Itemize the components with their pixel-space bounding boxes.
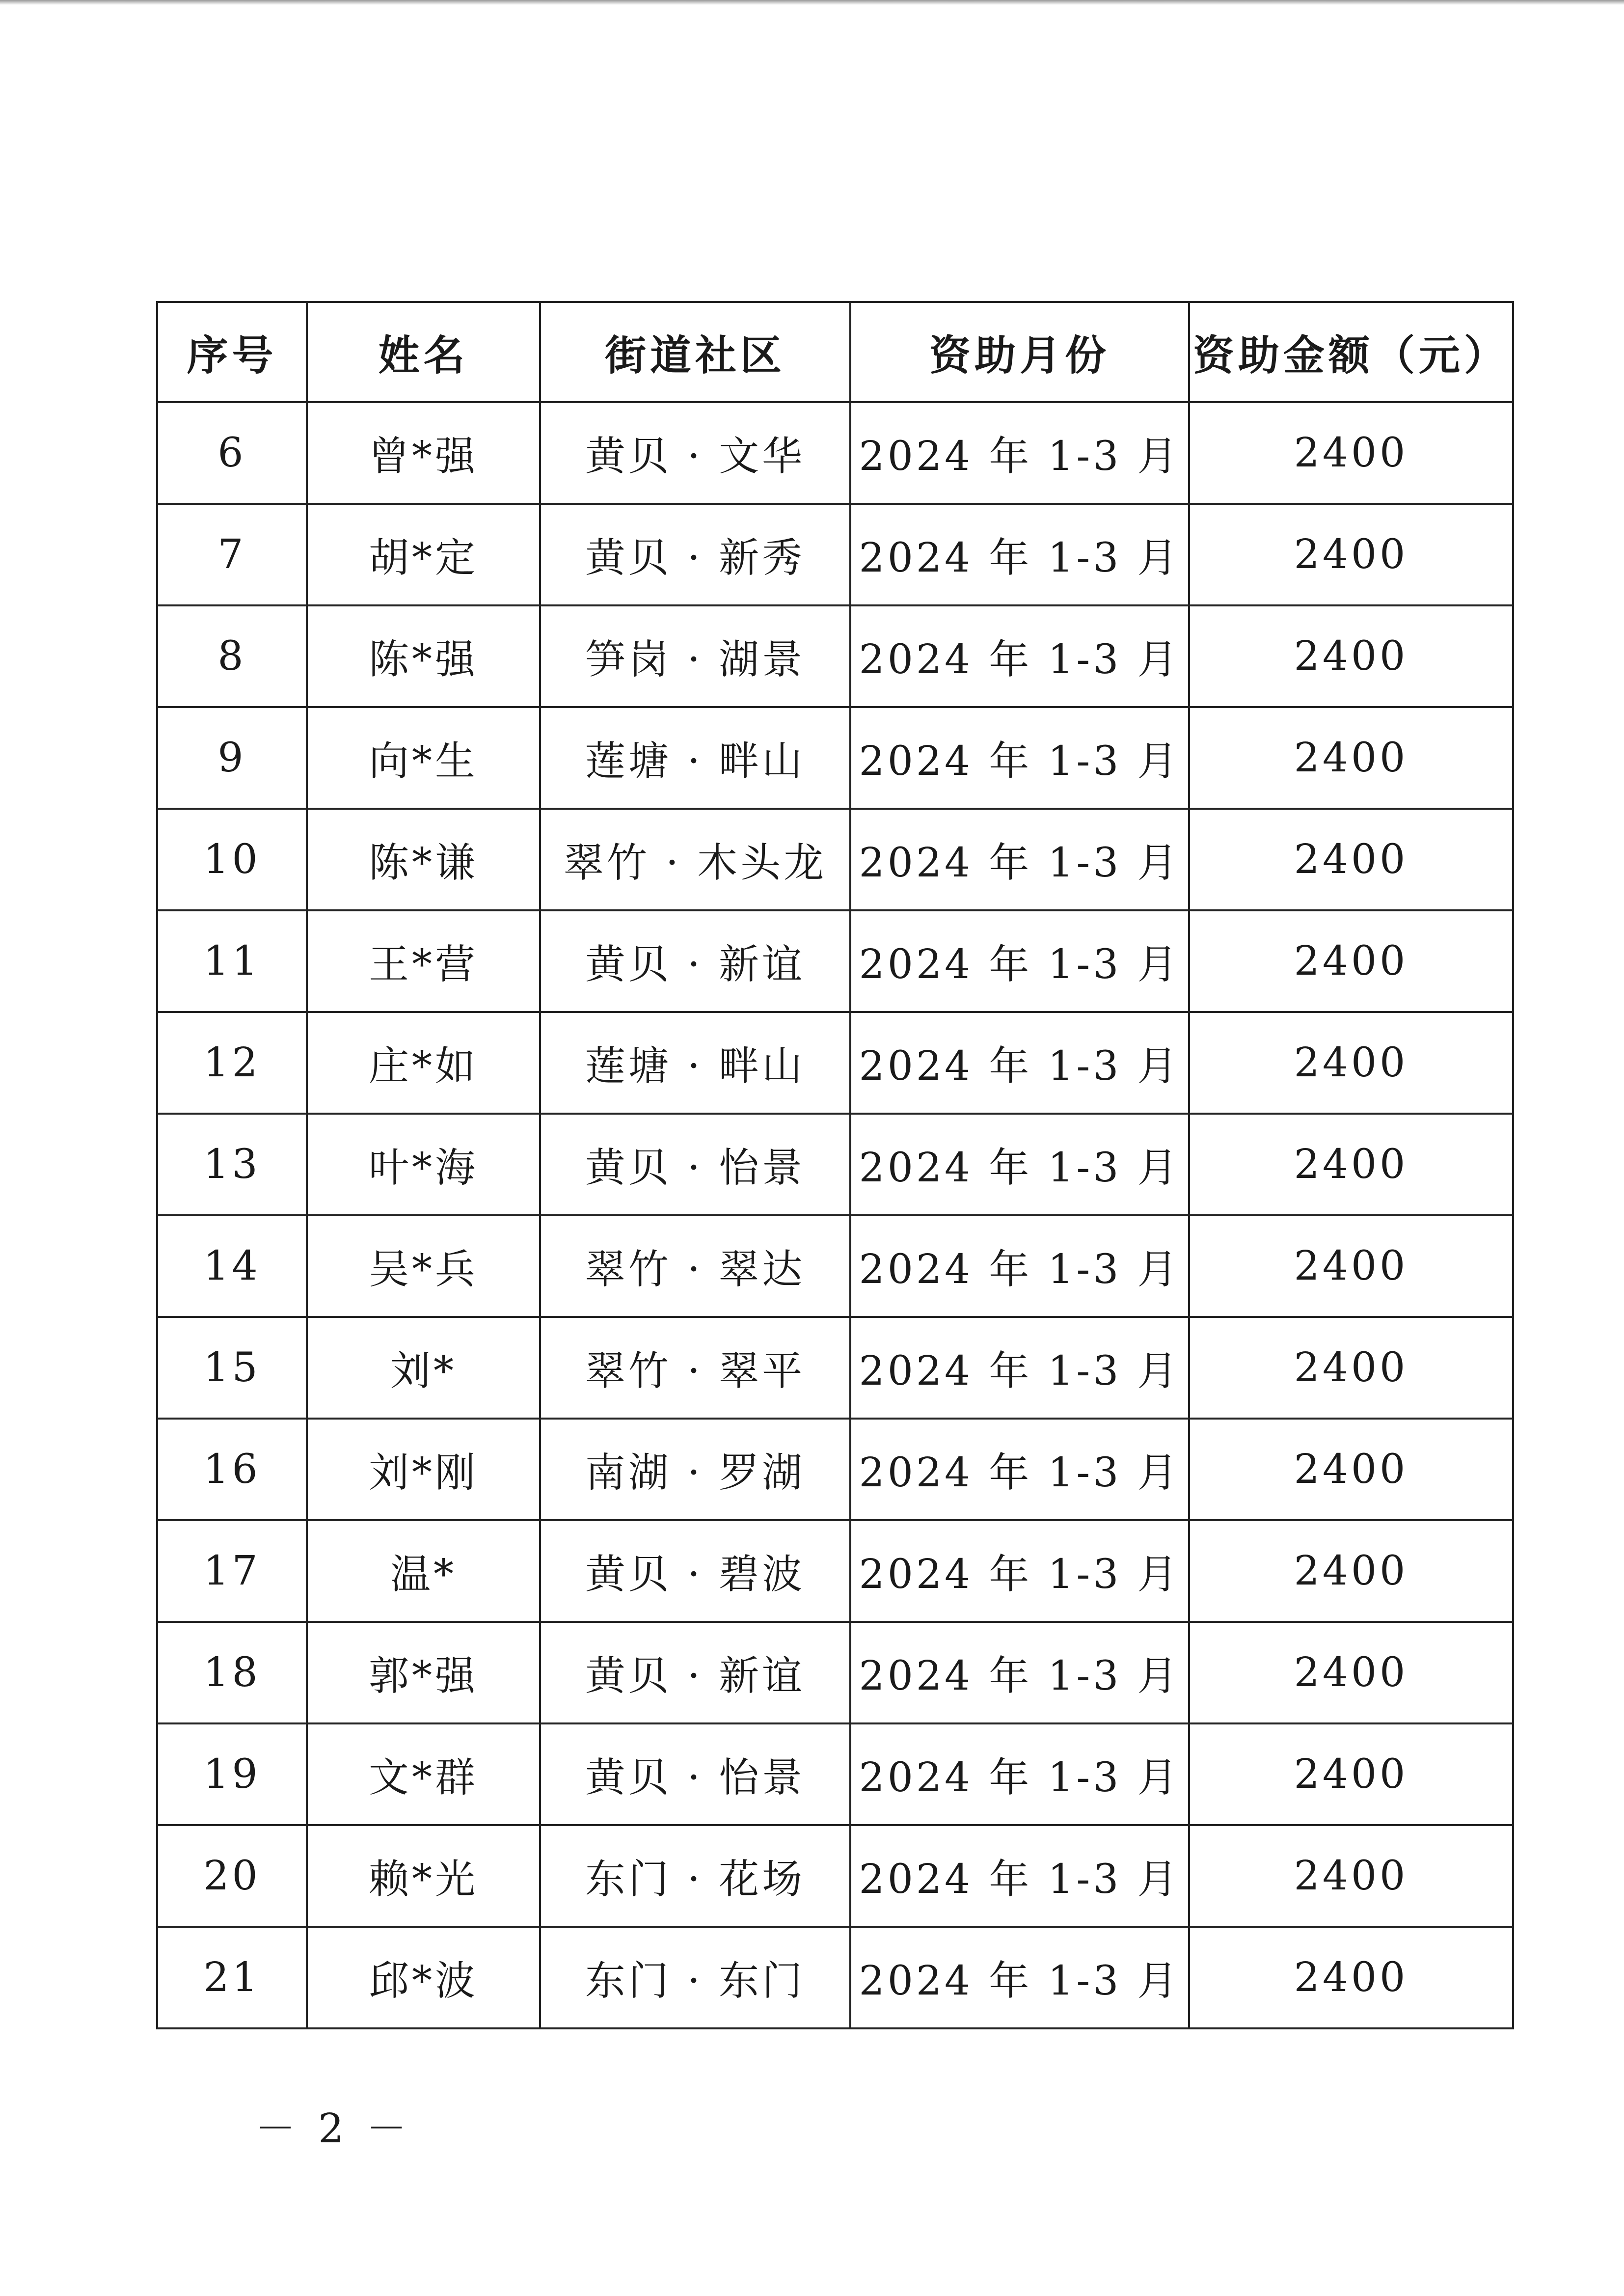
cell-subsidy-month: 2024 年 1-3 月 bbox=[850, 1317, 1189, 1419]
cell-subsidy-amount: 2400 bbox=[1189, 1825, 1513, 1927]
cell-name: 刘* bbox=[307, 1317, 540, 1419]
cell-serial-number: 15 bbox=[157, 1317, 307, 1419]
table-row bbox=[157, 1215, 1513, 1317]
cell-serial-number: 20 bbox=[157, 1825, 307, 1927]
cell-serial-number: 21 bbox=[157, 1927, 307, 2028]
cell-subsidy-amount: 2400 bbox=[1189, 402, 1513, 504]
cell-name: 温* bbox=[307, 1520, 540, 1622]
cell-subsidy-month: 2024 年 1-3 月 bbox=[850, 1622, 1189, 1723]
cell-street-community: 黄贝 · 新谊 bbox=[540, 910, 850, 1012]
cell-serial-number: 13 bbox=[157, 1114, 307, 1215]
cell-serial-number: 12 bbox=[157, 1012, 307, 1114]
header-subsidy-amount: 资助金额（元） bbox=[1189, 302, 1513, 402]
cell-name: 庄*如 bbox=[307, 1012, 540, 1114]
cell-subsidy-amount: 2400 bbox=[1189, 1622, 1513, 1723]
cell-street-community: 黄贝 · 新秀 bbox=[540, 504, 850, 605]
cell-subsidy-amount: 2400 bbox=[1189, 1419, 1513, 1520]
cell-serial-number: 19 bbox=[157, 1723, 307, 1825]
table-row bbox=[157, 1317, 1513, 1419]
cell-serial-number: 6 bbox=[157, 402, 307, 504]
cell-subsidy-amount: 2400 bbox=[1189, 1215, 1513, 1317]
cell-serial-number: 18 bbox=[157, 1622, 307, 1723]
table-body bbox=[157, 402, 1513, 2028]
cell-name: 胡*定 bbox=[307, 504, 540, 605]
cell-name: 曾*强 bbox=[307, 402, 540, 504]
cell-subsidy-month: 2024 年 1-3 月 bbox=[850, 707, 1189, 809]
page-number: － 2 － bbox=[255, 2105, 412, 2152]
cell-subsidy-amount: 2400 bbox=[1189, 1012, 1513, 1114]
cell-serial-number: 8 bbox=[157, 605, 307, 707]
table-row bbox=[157, 1927, 1513, 2028]
cell-street-community: 东门 · 东门 bbox=[540, 1927, 850, 2028]
cell-serial-number: 9 bbox=[157, 707, 307, 809]
cell-subsidy-amount: 2400 bbox=[1189, 707, 1513, 809]
cell-subsidy-month: 2024 年 1-3 月 bbox=[850, 504, 1189, 605]
cell-street-community: 笋岗 · 湖景 bbox=[540, 605, 850, 707]
cell-street-community: 翠竹 · 木头龙 bbox=[540, 809, 850, 910]
table-row bbox=[157, 809, 1513, 910]
cell-subsidy-month: 2024 年 1-3 月 bbox=[850, 1215, 1189, 1317]
cell-name: 赖*光 bbox=[307, 1825, 540, 1927]
cell-serial-number: 10 bbox=[157, 809, 307, 910]
cell-subsidy-amount: 2400 bbox=[1189, 809, 1513, 910]
cell-subsidy-month: 2024 年 1-3 月 bbox=[850, 910, 1189, 1012]
cell-street-community: 黄贝 · 怡景 bbox=[540, 1723, 850, 1825]
header-street-community: 街道社区 bbox=[540, 302, 850, 402]
cell-subsidy-month: 2024 年 1-3 月 bbox=[850, 1927, 1189, 2028]
cell-subsidy-amount: 2400 bbox=[1189, 1317, 1513, 1419]
table-row bbox=[157, 1520, 1513, 1622]
cell-subsidy-amount: 2400 bbox=[1189, 1723, 1513, 1825]
cell-street-community: 莲塘 · 畔山 bbox=[540, 707, 850, 809]
cell-subsidy-month: 2024 年 1-3 月 bbox=[850, 1825, 1189, 1927]
cell-subsidy-month: 2024 年 1-3 月 bbox=[850, 1419, 1189, 1520]
table-row bbox=[157, 1012, 1513, 1114]
cell-subsidy-month: 2024 年 1-3 月 bbox=[850, 1012, 1189, 1114]
subsidy-table bbox=[156, 301, 1514, 2029]
cell-subsidy-month: 2024 年 1-3 月 bbox=[850, 1114, 1189, 1215]
cell-subsidy-month: 2024 年 1-3 月 bbox=[850, 402, 1189, 504]
table-row bbox=[157, 1419, 1513, 1520]
cell-serial-number: 16 bbox=[157, 1419, 307, 1520]
table-row bbox=[157, 910, 1513, 1012]
cell-subsidy-month: 2024 年 1-3 月 bbox=[850, 605, 1189, 707]
cell-subsidy-amount: 2400 bbox=[1189, 1927, 1513, 2028]
cell-street-community: 东门 · 花场 bbox=[540, 1825, 850, 1927]
cell-street-community: 黄贝 · 新谊 bbox=[540, 1622, 850, 1723]
table-row bbox=[157, 1114, 1513, 1215]
cell-name: 向*生 bbox=[307, 707, 540, 809]
cell-street-community: 翠竹 · 翠达 bbox=[540, 1215, 850, 1317]
cell-subsidy-month: 2024 年 1-3 月 bbox=[850, 809, 1189, 910]
cell-street-community: 黄贝 · 碧波 bbox=[540, 1520, 850, 1622]
cell-serial-number: 7 bbox=[157, 504, 307, 605]
header-serial-number: 序号 bbox=[157, 302, 307, 402]
cell-street-community: 南湖 · 罗湖 bbox=[540, 1419, 850, 1520]
cell-subsidy-amount: 2400 bbox=[1189, 910, 1513, 1012]
cell-subsidy-amount: 2400 bbox=[1189, 1520, 1513, 1622]
table-row bbox=[157, 1825, 1513, 1927]
cell-subsidy-month: 2024 年 1-3 月 bbox=[850, 1520, 1189, 1622]
header-row bbox=[157, 302, 1513, 402]
cell-name: 文*群 bbox=[307, 1723, 540, 1825]
cell-street-community: 翠竹 · 翠平 bbox=[540, 1317, 850, 1419]
cell-subsidy-amount: 2400 bbox=[1189, 504, 1513, 605]
cell-name: 刘*刚 bbox=[307, 1419, 540, 1520]
table-row bbox=[157, 504, 1513, 605]
table-header bbox=[157, 302, 1513, 402]
cell-subsidy-amount: 2400 bbox=[1189, 605, 1513, 707]
cell-street-community: 莲塘 · 畔山 bbox=[540, 1012, 850, 1114]
cell-street-community: 黄贝 · 怡景 bbox=[540, 1114, 850, 1215]
cell-subsidy-amount: 2400 bbox=[1189, 1114, 1513, 1215]
cell-name: 邱*波 bbox=[307, 1927, 540, 2028]
table-row bbox=[157, 1723, 1513, 1825]
table-row bbox=[157, 402, 1513, 504]
table-row bbox=[157, 707, 1513, 809]
cell-name: 王*营 bbox=[307, 910, 540, 1012]
table-row bbox=[157, 1622, 1513, 1723]
cell-serial-number: 11 bbox=[157, 910, 307, 1012]
scan-edge bbox=[0, 0, 1624, 5]
header-subsidy-month: 资助月份 bbox=[850, 302, 1189, 402]
cell-name: 陈*谦 bbox=[307, 809, 540, 910]
cell-name: 郭*强 bbox=[307, 1622, 540, 1723]
cell-serial-number: 14 bbox=[157, 1215, 307, 1317]
cell-street-community: 黄贝 · 文华 bbox=[540, 402, 850, 504]
header-name: 姓名 bbox=[307, 302, 540, 402]
cell-subsidy-month: 2024 年 1-3 月 bbox=[850, 1723, 1189, 1825]
cell-serial-number: 17 bbox=[157, 1520, 307, 1622]
cell-name: 吴*兵 bbox=[307, 1215, 540, 1317]
table-row bbox=[157, 605, 1513, 707]
cell-name: 陈*强 bbox=[307, 605, 540, 707]
cell-name: 叶*海 bbox=[307, 1114, 540, 1215]
